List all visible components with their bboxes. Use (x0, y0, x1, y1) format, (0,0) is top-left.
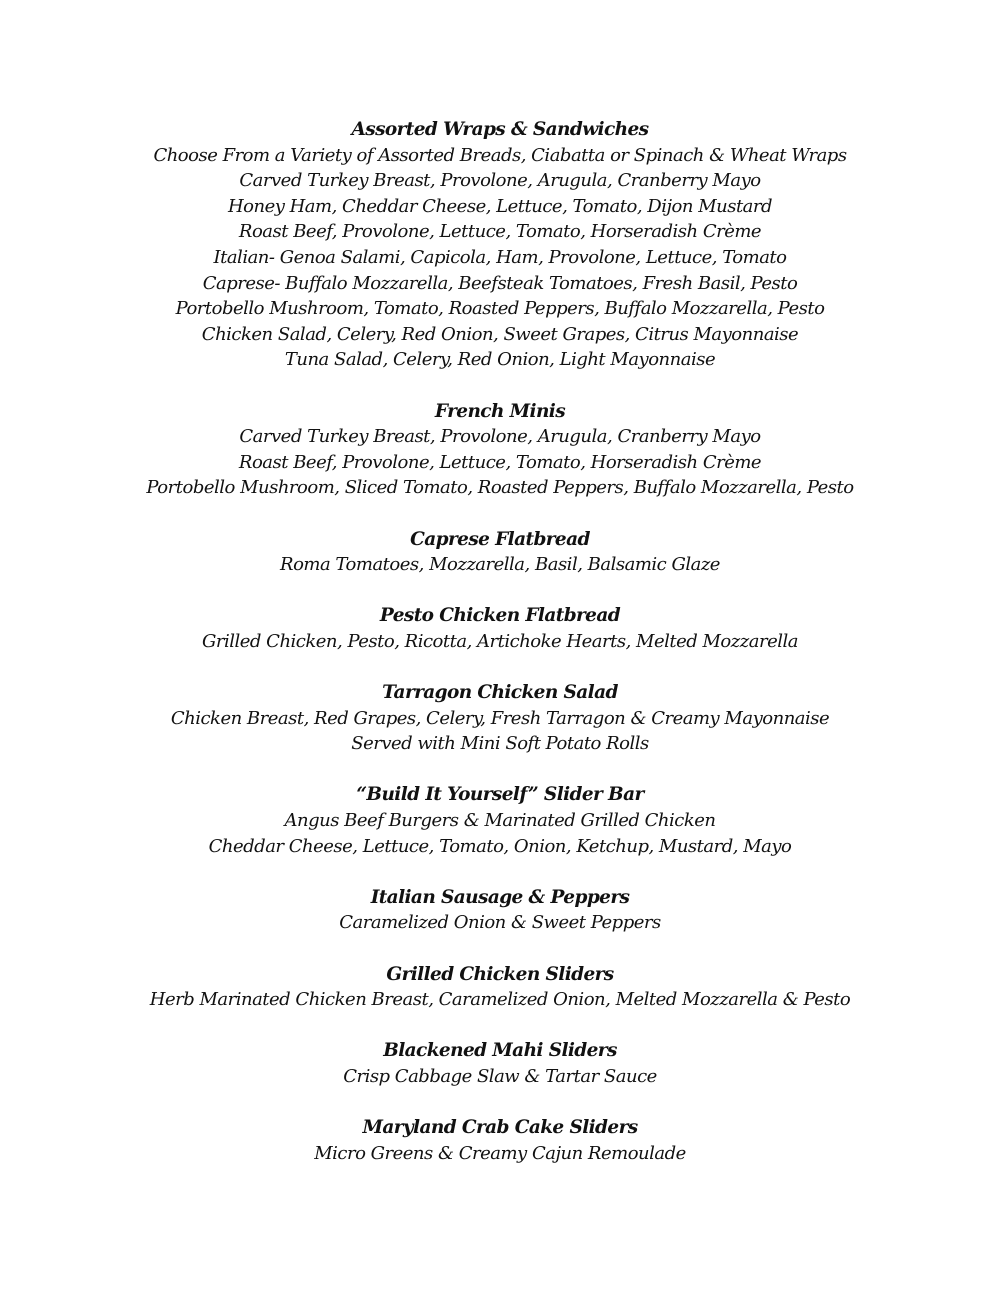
menu-item: Roast Beef, Provolone, Lettuce, Tomato, Horseradish Crème (238, 221, 762, 243)
menu-section-tarragon-chicken-salad (0, 680, 1000, 757)
menu-section-pesto-chicken-flatbread (0, 603, 1000, 654)
menu-item: Tuna Salad, Celery, Red Onion, Light Mayonnaise (284, 349, 716, 371)
menu-section-grilled-chicken-sliders (0, 962, 1000, 1013)
menu-item: Portobello Mushroom, Sliced Tomato, Roasted Peppers, Buffalo Mozzarella, Pesto (146, 477, 854, 499)
menu-item: Herb Marinated Chicken Breast, Caramelized Onion, Melted Mozzarella & Pesto (149, 989, 851, 1011)
menu-item: Chicken Breast, Red Grapes, Celery, Fresh Tarragon & Creamy Mayonnaise (170, 707, 830, 729)
menu-item: Caprese- Buffalo Mozzarella, Beefsteak Tomatoes, Fresh Basil, Pesto (202, 272, 798, 294)
menu-item: Crisp Cabbage Slaw & Tartar Sauce (343, 1065, 657, 1087)
menu-item: Angus Beef Burgers & Marinated Grilled Chicken (284, 810, 716, 832)
section-title: Pesto Chicken Flatbread (379, 605, 621, 627)
menu-item: Portobello Mushroom, Tomato, Roasted Peppers, Buffalo Mozzarella, Pesto (175, 298, 825, 320)
menu-item: Chicken Salad, Celery, Red Onion, Sweet Grapes, Citrus Mayonnaise (201, 323, 799, 345)
section-title: Maryland Crab Cake Sliders (362, 1117, 638, 1139)
menu-section-wraps-sandwiches (0, 117, 1000, 373)
section-title: Grilled Chicken Sliders (386, 963, 614, 985)
menu-item: Micro Greens & Creamy Cajun Remoulade (314, 1142, 686, 1164)
section-title: French Minis (434, 400, 566, 422)
menu-item: Served with Mini Soft Potato Rolls (351, 733, 649, 755)
section-title: “Build It Yourself” Slider Bar (356, 784, 644, 806)
menu-item: Carved Turkey Breast, Provolone, Arugula, Cranberry Mayo (239, 170, 761, 192)
menu-item: Roma Tomatoes, Mozzarella, Basil, Balsamic Glaze (280, 554, 720, 576)
menu-section-slider-bar (0, 782, 1000, 859)
menu-item: Honey Ham, Cheddar Cheese, Lettuce, Tomato, Dijon Mustard (227, 195, 773, 217)
section-title: Italian Sausage & Peppers (370, 886, 630, 908)
section-title: Blackened Mahi Sliders (383, 1040, 617, 1062)
menu-item: Cheddar Cheese, Lettuce, Tomato, Onion, Ketchup, Mustard, Mayo (208, 835, 792, 857)
menu-item: Carved Turkey Breast, Provolone, Arugula, Cranberry Mayo (239, 426, 761, 448)
menu-item: Caramelized Onion & Sweet Peppers (339, 912, 661, 934)
menu-section-crab-cake-sliders (0, 1115, 1000, 1166)
section-title: Caprese Flatbread (410, 528, 590, 550)
menu-item: Grilled Chicken, Pesto, Ricotta, Artichoke Hearts, Melted Mozzarella (202, 630, 798, 652)
section-title: Assorted Wraps & Sandwiches (351, 119, 649, 140)
menu-item: Roast Beef, Provolone, Lettuce, Tomato, Horseradish Crème (238, 451, 762, 473)
section-title: Tarragon Chicken Salad (382, 682, 618, 704)
menu-section-caprese-flatbread (0, 527, 1000, 578)
menu-section-mahi-sliders (0, 1038, 1000, 1089)
menu-item: Choose From a Variety of Assorted Breads, Ciabatta or Spinach & Wheat Wraps (153, 144, 847, 166)
menu-item: Italian- Genoa Salami, Capicola, Ham, Provolone, Lettuce, Tomato (213, 246, 787, 268)
menu-section-french-minis (0, 399, 1000, 501)
menu-section-italian-sausage (0, 885, 1000, 936)
